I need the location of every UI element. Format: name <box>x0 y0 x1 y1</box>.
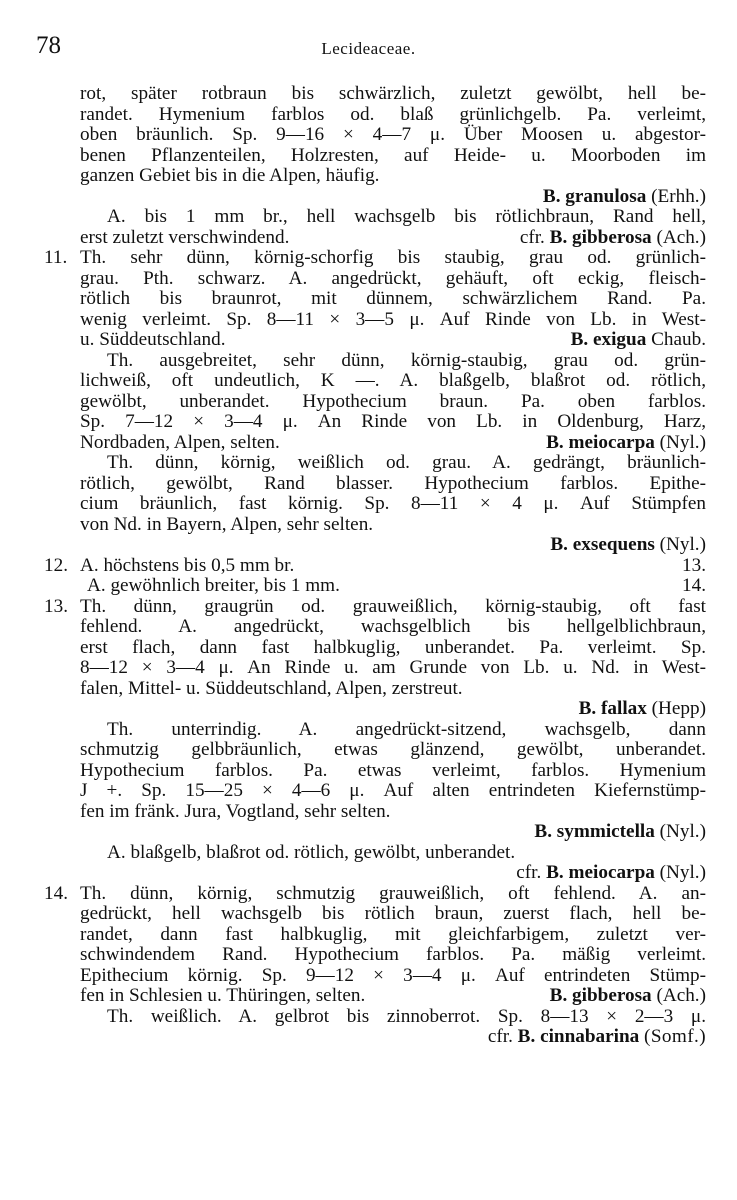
text-line: fen im fränk. Jura, Vogtland, sehr selten. <box>80 800 391 822</box>
species-name: B. fallax <box>578 698 647 719</box>
species-author: (Ach.) <box>656 985 706 1006</box>
text-segment: u. Süddeutschland. <box>80 329 226 350</box>
species-author: (Nyl.) <box>659 862 706 883</box>
numbered-line <box>44 247 706 268</box>
species-name: B. cinnabarina <box>517 1026 640 1047</box>
species-name-line <box>80 822 706 842</box>
text-line: Th. unterrindig. A. angedrückt-sitzend, wachsgelb, dann <box>107 718 706 740</box>
text-line: Th. ausgebreitet, sehr dünn, körnig-staubig, grau od. grün- <box>107 349 706 371</box>
species-name-line <box>80 330 706 350</box>
text-line: A. bis 1 mm br., hell wachsgelb bis rötlichbraun, Rand hell, <box>107 206 706 227</box>
text-line: A. blaßgelb, blaßrot od. rötlich, gewölbt, unberandet. <box>107 841 516 863</box>
cfr-label: cfr. <box>519 226 545 248</box>
text-line: Th. weißlich. A. gelbrot bis zinnoberrot. Sp. 8—13 × 2—3 μ. <box>107 1005 706 1027</box>
text-line: Epithecium körnig. Sp. 9—12 × 3—4 μ. Auf entrindeten Stümp- <box>80 964 706 986</box>
species-name-line <box>80 986 706 1006</box>
text-line: rötlich bis braunrot, mit dünnem, schwärzlichem Rand. Pa. <box>80 288 706 309</box>
text-line: cium bräunlich, fast körnig. Sp. 8—11 × 4 μ. Auf Stümpfen <box>80 493 706 514</box>
text-segment: Nordbaden, Alpen, selten. <box>80 431 280 453</box>
text-line: 8—12 × 3—4 μ. An Rinde u. am Grunde von Lb. u. Nd. in West- <box>80 657 706 678</box>
text-line: schwindendem Rand. Hypothecium farblos. Pa. mäßig verleimt. <box>80 944 706 965</box>
text-line: Sp. 7—12 × 3—4 μ. An Rinde von Lb. in Oldenburg, Harz, <box>80 411 706 432</box>
species-author: (Ach.) <box>656 226 706 248</box>
species-name-line <box>80 699 706 719</box>
text-segment: erst zuletzt verschwindend. <box>80 226 290 248</box>
species-name: B. gibberosa <box>549 226 652 248</box>
text-line: erst flach, dann fast halbkuglig, unberandet. Pa. verleimt. Sp. <box>80 636 706 658</box>
text-line: lichweiß, oft undeutlich, K —. A. blaßgelb, blaßrot od. rötlich, <box>80 370 706 391</box>
species-author: (Nyl.) <box>659 821 706 842</box>
key-number: 12. <box>44 554 68 576</box>
text-segment: Th. dünn, körnig, schmutzig grauweißlich, oft fehlend. A. an- <box>80 882 706 904</box>
text-line: benen Pflanzenteilen, Holzresten, auf Heide- u. Moorboden im <box>80 144 706 166</box>
key-reference: 14. <box>682 575 706 596</box>
species-name: B. meiocarpa <box>546 431 655 453</box>
species-author: (Hepp) <box>651 698 706 719</box>
text-line: Th. dünn, körnig, weißlich od. grau. A. gedrängt, bräunlich- <box>107 452 706 473</box>
species-name: B. meiocarpa <box>546 862 655 883</box>
text-line: rot, später rotbraun bis schwärzlich, zuletzt gewölbt, hell be- <box>80 83 706 104</box>
species-name: B. symmictella <box>534 821 655 842</box>
page-header <box>0 32 737 62</box>
species-name: B. granulosa <box>542 185 647 207</box>
key-number: 13. <box>44 595 68 617</box>
species-name-line <box>80 187 706 207</box>
text-line: gedrückt, hell wachsgelb bis rötlich braun, zuerst flach, hell be- <box>80 903 706 924</box>
text-line: von Nd. in Bayern, Alpen, sehr selten. <box>80 513 374 535</box>
species-name-line <box>80 1027 706 1047</box>
text-segment: A. höchstens bis 0,5 mm br. <box>80 554 295 576</box>
species-name: B. exsequens <box>550 534 655 555</box>
text-line: Hypothecium farblos. Pa. etwas verleimt, farblos. Hymenium <box>80 759 706 781</box>
key-number: 14. <box>44 882 68 904</box>
page-number: 78 <box>36 32 61 59</box>
species-name: B. exigua <box>570 329 647 350</box>
key-line <box>87 576 706 596</box>
species-author: (Nyl.) <box>659 431 706 453</box>
text-segment: Th. dünn, graugrün od. grauweißlich, körnig-staubig, oft fast <box>80 595 706 617</box>
cfr-label: cfr. <box>516 862 542 883</box>
text-line: rötlich, gewölbt, Rand blasser. Hypothecium farblos. Epithe- <box>80 472 706 494</box>
text-line: ganzen Gebiet bis in die Alpen, häufig. <box>80 165 380 186</box>
text-line: fehlend. A. angedrückt, wachsgelblich bis hellgelblichbraun, <box>80 616 706 637</box>
numbered-line <box>44 554 706 576</box>
species-name-line <box>80 535 706 555</box>
key-number: 11. <box>44 247 68 268</box>
text-line: randet. Hymenium farblos od. blaß grünlichgelb. Pa. verleimt, <box>80 103 706 125</box>
text-line: grau. Pth. schwarz. A. angedrückt, gehäuft, oft eckig, fleisch- <box>80 267 706 289</box>
text-line: schmutzig gelbbräunlich, etwas glänzend, gewölbt, unberandet. <box>80 739 706 760</box>
text-line: randet, dann fast halbkuglig, mit gleichfarbigem, zuletzt ver- <box>80 923 706 945</box>
text-line: gewölbt, unberandet. Hypothecium braun. Pa. oben farblos. <box>80 390 706 412</box>
text-segment: A. gewöhnlich breiter, bis 1 mm. <box>87 575 340 596</box>
text-segment: fen in Schlesien u. Thüringen, selten. <box>80 985 366 1006</box>
text-line: oben bräunlich. Sp. 9—16 × 4—7 μ. Über Moosen u. abgestor- <box>80 124 706 145</box>
key-reference: 13. <box>682 554 706 576</box>
running-title: Lecideaceae. <box>321 39 416 58</box>
numbered-line <box>44 595 706 617</box>
species-name-line <box>80 863 706 883</box>
species-author: (Nyl.) <box>659 534 706 555</box>
text-segment: Th. sehr dünn, körnig-schorfig bis staubig, grau od. grünlich- <box>80 247 706 268</box>
species-author: Chaub. <box>651 329 706 350</box>
text-line: wenig verleimt. Sp. 8—11 × 3—5 μ. Auf Rinde von Lb. in West- <box>80 308 706 330</box>
species-author: (Somf.) <box>644 1026 706 1047</box>
text-line: falen, Mittel- u. Süddeutschland, Alpen, zerstreut. <box>80 677 463 699</box>
species-author: (Erhh.) <box>651 185 706 207</box>
cfr-label: cfr. <box>487 1026 513 1047</box>
text-line: J +. Sp. 15—25 × 4—6 μ. Auf alten entrindeten Kiefernstümp- <box>80 780 706 801</box>
species-name: B. gibberosa <box>549 985 652 1006</box>
species-name-line <box>80 433 706 453</box>
species-name-line <box>80 228 706 248</box>
numbered-line <box>44 882 706 904</box>
